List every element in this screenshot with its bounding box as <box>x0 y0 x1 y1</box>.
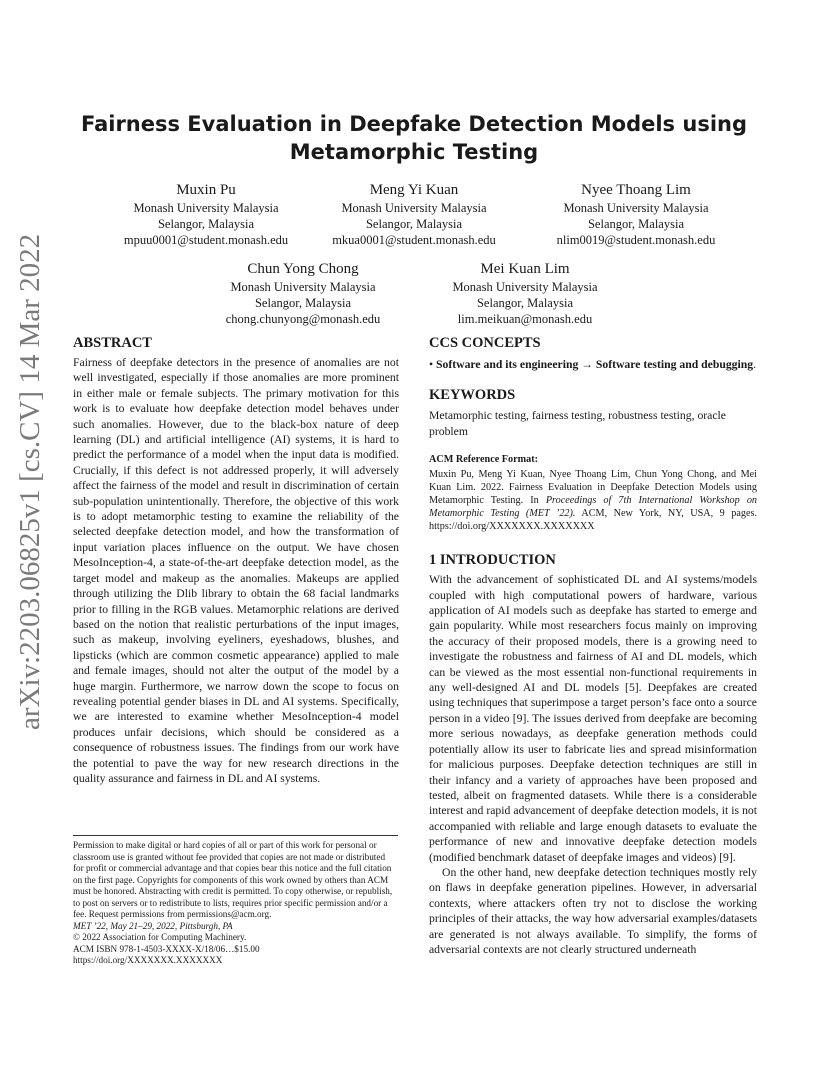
keywords-text: Metamorphic testing, fairness testing, robustness testing, oracle problem <box>429 409 726 438</box>
abstract-heading: ABSTRACT <box>73 335 152 351</box>
author-name: Muxin Pu <box>176 182 236 198</box>
copyright-line: © 2022 Association for Computing Machinery. <box>73 932 247 942</box>
permission-line: to post on servers or to redistribute to lists, requires prior specific permission and/or a <box>73 897 388 908</box>
ccs-concept: Software and its engineering <box>436 358 579 371</box>
author-name: Nyee Thoang Lim <box>581 182 691 198</box>
reference-format-text <box>429 468 757 533</box>
author-email: chong.chunyong@monash.edu <box>225 312 381 326</box>
ccs-heading: CCS CONCEPTS <box>429 335 541 351</box>
author-name: Meng Yi Kuan <box>369 182 459 198</box>
author-block <box>299 180 529 248</box>
paper-title <box>0 110 828 166</box>
permission-line: Permission to make digital or hard copies of all or part of this work for personal or <box>73 840 377 850</box>
author-name: Mei Kuan Lim <box>480 261 570 277</box>
introduction-heading: 1 INTRODUCTION <box>429 552 556 569</box>
abstract-section <box>73 334 399 786</box>
ccs-subconcept: Software testing and debugging <box>595 358 754 371</box>
keywords-heading: KEYWORDS <box>429 387 516 404</box>
author-block <box>410 259 640 327</box>
author-location: Selangor, Malaysia <box>365 217 462 231</box>
permission-line: must be honored. Abstracting with credit is permitted. To copy otherwise, or republish, <box>73 886 393 896</box>
reference-format-heading: ACM Reference Format: <box>429 454 538 466</box>
author-block <box>188 259 418 327</box>
reference-part: ACM, New York, NY, USA, 9 pages. https://doi.org/XXXXXXX.XXXXXXX <box>429 508 757 533</box>
ccs-concepts <box>429 357 757 372</box>
author-block <box>521 180 751 248</box>
permission-line: on the first page. Copyrights for components of this work owned by others than ACM <box>73 874 389 885</box>
footnote-rule <box>73 835 398 836</box>
permission-notice <box>73 840 399 967</box>
author-location: Selangor, Malaysia <box>476 296 573 310</box>
doi-line: https://doi.org/XXXXXXX.XXXXXXX <box>73 955 223 965</box>
right-column <box>429 334 757 957</box>
author-affiliation: Monash University Malaysia <box>133 201 279 215</box>
ccs-arrow: → <box>581 358 593 371</box>
author-email: mpuu0001@student.monash.edu <box>123 233 289 247</box>
title-line-1: Fairness Evaluation in Deepfake Detection Models using <box>80 112 748 136</box>
abstract-text: Fairness of deepfake detectors in the presence of anomalies are not well investigated, especially if those anomalies are more prominent in either male or female subjects. The primary motivation for this work is to evaluate how deepfake detection model behaves under such anomalies. However, due to the black-box nature of deep learning (DL) and artificial intelligence (AI) systems, it is hard to predict the performance of a model when the input data is modified. Crucially, if this defect is not addressed properly, it will adversely affect the fairness of the model and result in discrimination of certain sub-population unintentionally. Therefore, the objective of this work is to adopt metamorphic testing to examine the reliability of the selected deepfake detection model, and how the transformation of input variation places influence on the output. We have chosen MesoInception-4, a state-of-the-art deepfake detection model, as the target model and makeup as the anomalies. Makeups are applied through utilizing the Dlib library to obtain the 68 facial landmarks prior to filling in the RGB values. Metamorphic relations are derived based on the notion that realistic perturbations of the input images, such as makeup, involving eyeliners, eyeshadows, blushes, and lipsticks (which are common cosmetic appearance) applied to male and female images, should not alter the output of the model by a huge margin. Furthermore, we narrow down the scope to focus on revealing potential gender biases in DL and AI systems. Specifically, we are interested to examine whether MesoInception-4 model produces unfair decisions, which should be considered as a consequence of robustness issues. The findings from our work have the potential to pave the way for new research directions in the quality assurance and fairness in DL and AI systems. <box>73 356 399 785</box>
author-email: nlim0019@student.monash.edu <box>556 233 716 247</box>
isbn-line: ACM ISBN 978-1-4503-XXXX-X/18/06…$15.00 <box>73 943 260 954</box>
ccs-period: . <box>753 358 757 371</box>
reference-part: Muxin Pu, Meng Yi Kuan, Nyee Thoang Lim, Chun Yong Chong, and Mei Kuan Lim. 2022. Fairness Evaluation in Deepfake Detection Models using Metamorphic Testing. In <box>429 469 757 507</box>
author-email: mkua0001@student.monash.edu <box>332 233 496 247</box>
reference-proceedings: Proceedings of 7th International Workshop on Metamorphic Testing (MET ’22). <box>429 495 758 520</box>
author-affiliation: Monash University Malaysia <box>341 201 487 215</box>
arxiv-stamp: arXiv:2203.06825v1 [cs.CV] 14 Mar 2022 <box>14 233 46 730</box>
permission-line: for profit or commercial advantage and that copies bear this notice and the full citation <box>73 863 392 873</box>
venue-line: MET ’22, May 21–29, 2022, Pittsburgh, PA <box>73 920 233 931</box>
title-line-2: Metamorphic Testing <box>289 140 539 164</box>
introduction-para-2: On the other hand, new deepfake detection techniques mostly rely on flaws in deepfake generation pipelines. However, in adversarial contexts, where attackers often try not to disclose the working principles of their attacks, the way how adversarial examples/datasets are generated is not always available. To simplify, the forms of adversarial contexts are not clearly structured underneath <box>429 865 757 956</box>
copyright-block <box>73 835 399 967</box>
author-location: Selangor, Malaysia <box>157 217 254 231</box>
ccs-bullet: • <box>429 358 434 371</box>
author-name: Chun Yong Chong <box>247 261 359 277</box>
author-block <box>91 180 321 248</box>
introduction-para-1: With the advancement of sophisticated DL and AI systems/models coupled with high computational powers of hardware, various application of AI models such as deepfake has started to emerge and gain popularity. While most researchers focus mainly on improving the accuracy of their proposed models, there is a growing need to investigate the robustness and fairness of AI and DL models, which can be viewed as the most essential non-functional requirements in any well-designed AI and DL models [5]. Deepfakes are created using techniques that superimpose a target person’s face onto a source person in a video [9]. The issues derived from deepfake are becoming more serious nowadays, as deepfake generation methods could potentially allow its user to fabricate lies and spread misinformation for malicious purposes. Deepfake detection techniques are still in their infancy and a variety of approaches have been proposed and tested, albeit on fragmented datasets. While there is a considerable interest and rapid advancement of deepfake detection models, it is not accompanied with reliable and large enough datasets to evaluate the performance of new and innovative deepfake detection models (modified benchmark dataset of deepfake images and videos) [9]. <box>429 573 757 864</box>
author-affiliation: Monash University Malaysia <box>563 201 709 215</box>
author-affiliation: Monash University Malaysia <box>452 280 598 294</box>
author-email: lim.meikuan@monash.edu <box>457 312 593 326</box>
author-affiliation: Monash University Malaysia <box>230 280 376 294</box>
permission-line: fee. Request permissions from permissions@acm.org. <box>73 909 272 919</box>
author-location: Selangor, Malaysia <box>587 217 684 231</box>
permission-line: classroom use is granted without fee provided that copies are not made or distributed <box>73 851 386 862</box>
author-location: Selangor, Malaysia <box>254 296 351 310</box>
